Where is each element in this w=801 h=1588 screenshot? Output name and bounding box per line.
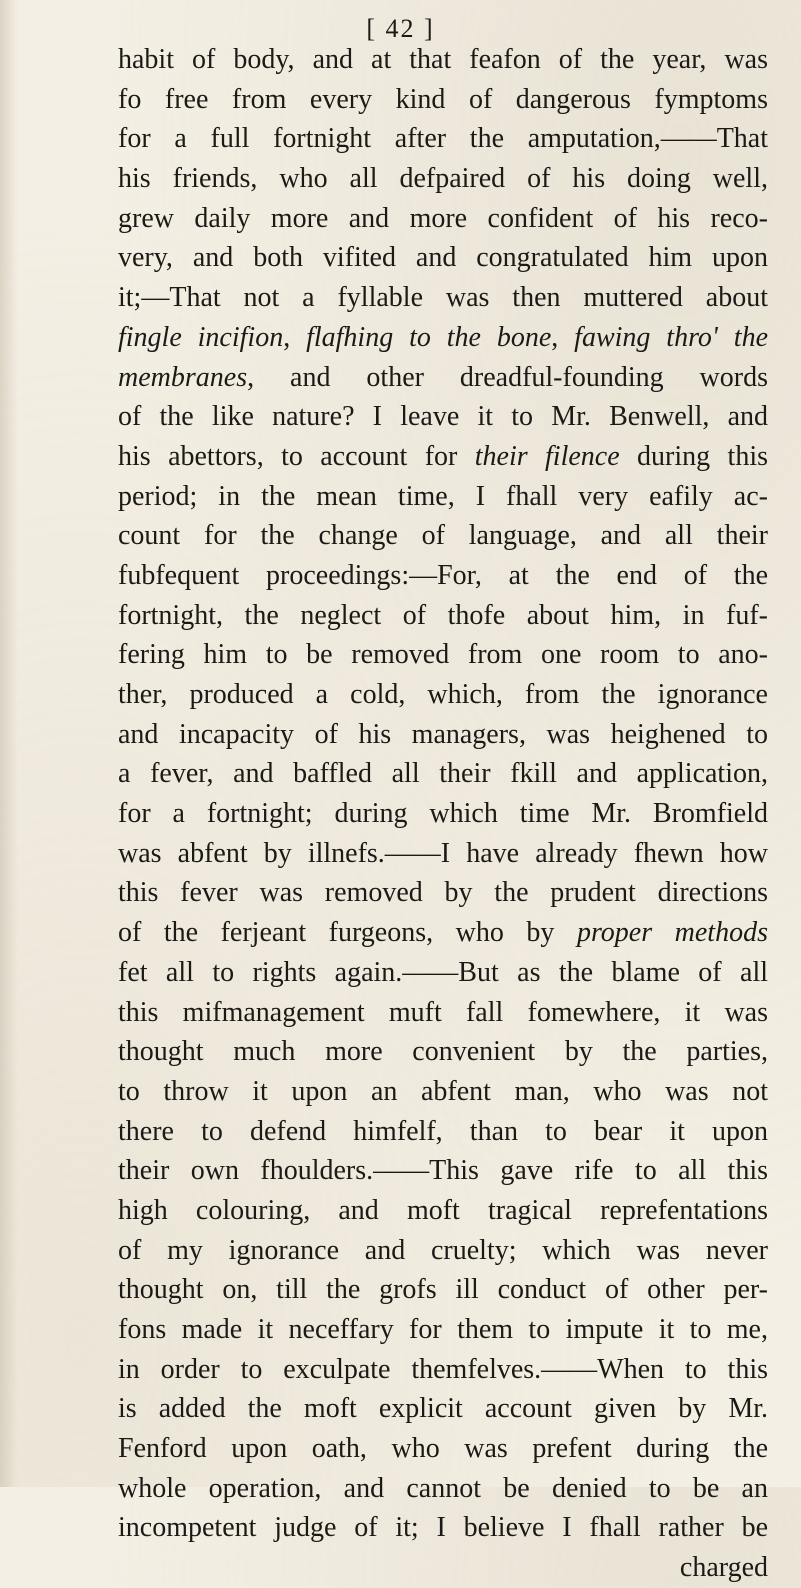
text-line: fering him to be removed from one room to ano- bbox=[118, 639, 768, 671]
text-line: their own fhoulders.——This gave rife to all this bbox=[118, 1155, 768, 1187]
text-line: very, and both vifited and congratulated him upon bbox=[118, 242, 768, 274]
text-line: this mifmanagement muft fall fomewhere, it was bbox=[118, 996, 768, 1028]
text-line: charged bbox=[679, 1552, 768, 1584]
text-line: fingle incifion, flafhing to the bone, fawing thro' the bbox=[118, 321, 768, 353]
text-line: a fever, and baffled all their fkill and application, bbox=[118, 758, 768, 790]
text-line: thought much more convenient by the parties, bbox=[118, 1036, 768, 1068]
text-line: for a full fortnight after the amputation,——That bbox=[118, 123, 768, 155]
text-line: period; in the mean time, I fhall very eafily ac- bbox=[118, 480, 768, 512]
page-number: [ 42 ] bbox=[366, 14, 435, 43]
text-line: there to defend himfelf, than to bear it upon bbox=[118, 1115, 768, 1147]
text-line: fet all to rights again.——But as the blame of all bbox=[118, 956, 768, 988]
text-line: was abfent by illnefs.——I have already fhewn how bbox=[118, 837, 768, 869]
text-line: this fever was removed by the prudent directions bbox=[118, 877, 768, 909]
text-line: ther, produced a cold, which, from the ignorance bbox=[118, 679, 768, 710]
text-line: whole operation, and cannot be denied to be an bbox=[118, 1472, 768, 1504]
text-line: fo free from every kind of dangerous fymptoms bbox=[118, 83, 768, 115]
text-line: is added the moft explicit account given by Mr. bbox=[118, 1393, 768, 1425]
text-line: habit of body, and at that feafon of the year, was bbox=[118, 44, 768, 75]
page-edge-shadow bbox=[0, 0, 18, 1487]
text-line: his abettors, to account for their filence during this bbox=[118, 440, 768, 472]
text-line: of the like nature? I leave it to Mr. Benwell, and bbox=[118, 401, 768, 433]
text-line: of the ferjeant furgeons, who by proper methods bbox=[118, 917, 768, 949]
text-line: Fenford upon oath, who was prefent during the bbox=[118, 1433, 768, 1465]
text-line: for a fortnight; during which time Mr. Bromfield bbox=[118, 798, 768, 830]
text-line: it;—That not a fyllable was then muttered about bbox=[118, 282, 768, 314]
text-line: thought on, till the grofs ill conduct of other per- bbox=[118, 1274, 768, 1306]
text-line: to throw it upon an abfent man, who was not bbox=[118, 1075, 768, 1107]
text-line: incompetent judge of it; I believe I fhall rather be bbox=[118, 1512, 768, 1544]
text-line: fons made it neceffary for them to impute it to me, bbox=[118, 1314, 768, 1345]
text-line: his friends, who all defpaired of his doing well, bbox=[118, 163, 768, 195]
text-line: of my ignorance and cruelty; which was never bbox=[118, 1234, 768, 1266]
body-text bbox=[118, 40, 768, 1588]
text-line: fubfequent proceedings:—For, at the end of the bbox=[118, 559, 768, 591]
text-line: membranes, and other dreadful-founding words bbox=[118, 361, 768, 393]
text-line: and incapacity of his managers, was heighened to bbox=[118, 718, 768, 750]
text-line: fortnight, the neglect of thofe about him, in fuf- bbox=[118, 599, 768, 631]
text-line: in order to exculpate themfelves.——When to this bbox=[118, 1353, 768, 1385]
text-line: high colouring, and moft tragical reprefentations bbox=[118, 1194, 768, 1226]
text-line: count for the change of language, and all their bbox=[118, 520, 768, 552]
text-line: grew daily more and more confident of his reco- bbox=[118, 202, 768, 234]
